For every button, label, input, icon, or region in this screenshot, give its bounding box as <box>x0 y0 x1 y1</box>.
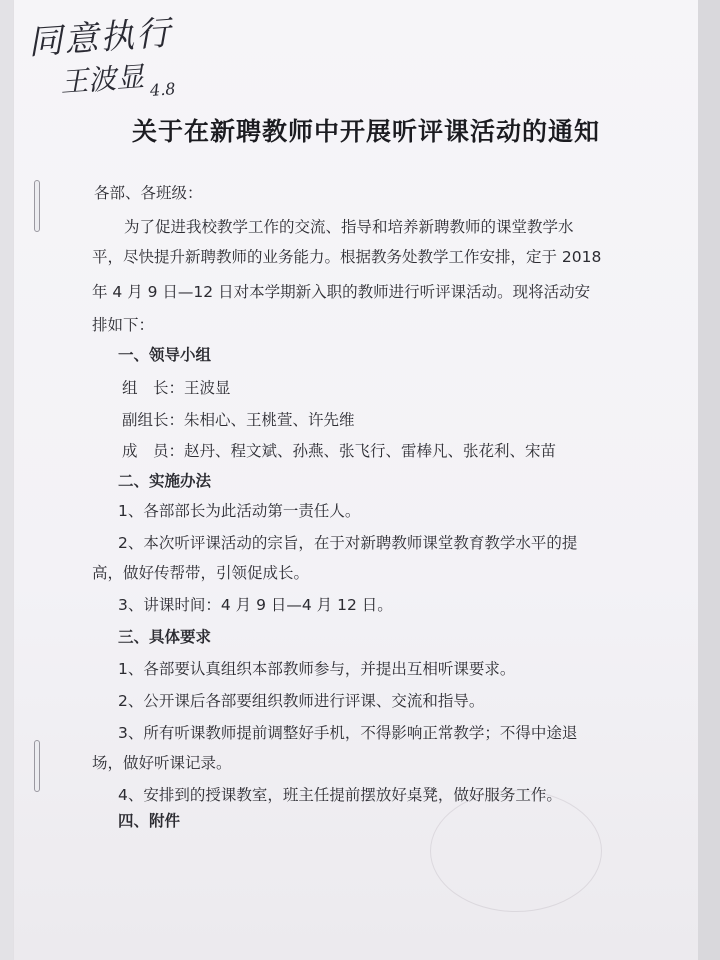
list-item: 4、安排到的授课教室，班主任提前摆放好桌凳，做好服务工作。 <box>118 786 562 804</box>
list-item: 2、公开课后各部要组织教师进行评课、交流和指导。 <box>118 692 485 710</box>
background-surface <box>698 0 720 960</box>
intro-line: 年 4 月 9 日—12 日对本学期新入职的教师进行听评课活动。现将活动安 <box>92 283 591 301</box>
intro-line: 排如下： <box>92 316 155 334</box>
list-item: 3、讲课时间：4 月 9 日—4 月 12 日。 <box>118 596 393 614</box>
list-item-continued: 高，做好传帮带，引领促成长。 <box>92 564 310 582</box>
binder-hole-mark <box>34 180 40 232</box>
section-heading: 二、实施办法 <box>118 472 212 490</box>
salutation: 各部、各班级： <box>94 184 203 202</box>
section-heading: 四、附件 <box>118 812 181 830</box>
intro-line: 平，尽快提升新聘教师的业务能力。根据教务处教学工作安排，定于 2018 <box>92 248 602 266</box>
handwritten-signature: 王波显 <box>59 60 146 99</box>
members-line: 成 员：赵丹、程文斌、孙燕、张飞行、雷棒凡、张花利、宋苗 <box>122 442 557 460</box>
list-item: 1、各部部长为此活动第一责任人。 <box>118 502 361 520</box>
binder-hole-mark <box>34 740 40 792</box>
list-item-continued: 场，做好听课记录。 <box>92 754 232 772</box>
handwritten-approval: 同意执行 <box>27 13 174 63</box>
leader-line: 组 长：王波显 <box>122 379 231 397</box>
list-item: 2、本次听评课活动的宗旨，在于对新聘教师课堂教育教学水平的提 <box>118 534 578 552</box>
deputy-line: 副组长：朱相心、王桃萱、许先维 <box>122 411 355 429</box>
list-item: 3、所有听课教师提前调整好手机，不得影响正常教学；不得中途退 <box>118 724 578 742</box>
section-heading: 一、领导小组 <box>118 346 212 364</box>
handwritten-date: 4.8 <box>149 79 177 100</box>
document-title: 关于在新聘教师中开展听评课活动的通知 <box>131 117 600 146</box>
list-item: 1、各部要认真组织本部教师参与，并提出互相听课要求。 <box>118 660 516 678</box>
faint-stamp-mark <box>430 790 602 912</box>
intro-line: 为了促进我校教学工作的交流、指导和培养新聘教师的课堂教学水 <box>124 218 574 236</box>
underlying-sheet-edge <box>0 0 15 960</box>
section-heading: 三、具体要求 <box>118 628 212 646</box>
